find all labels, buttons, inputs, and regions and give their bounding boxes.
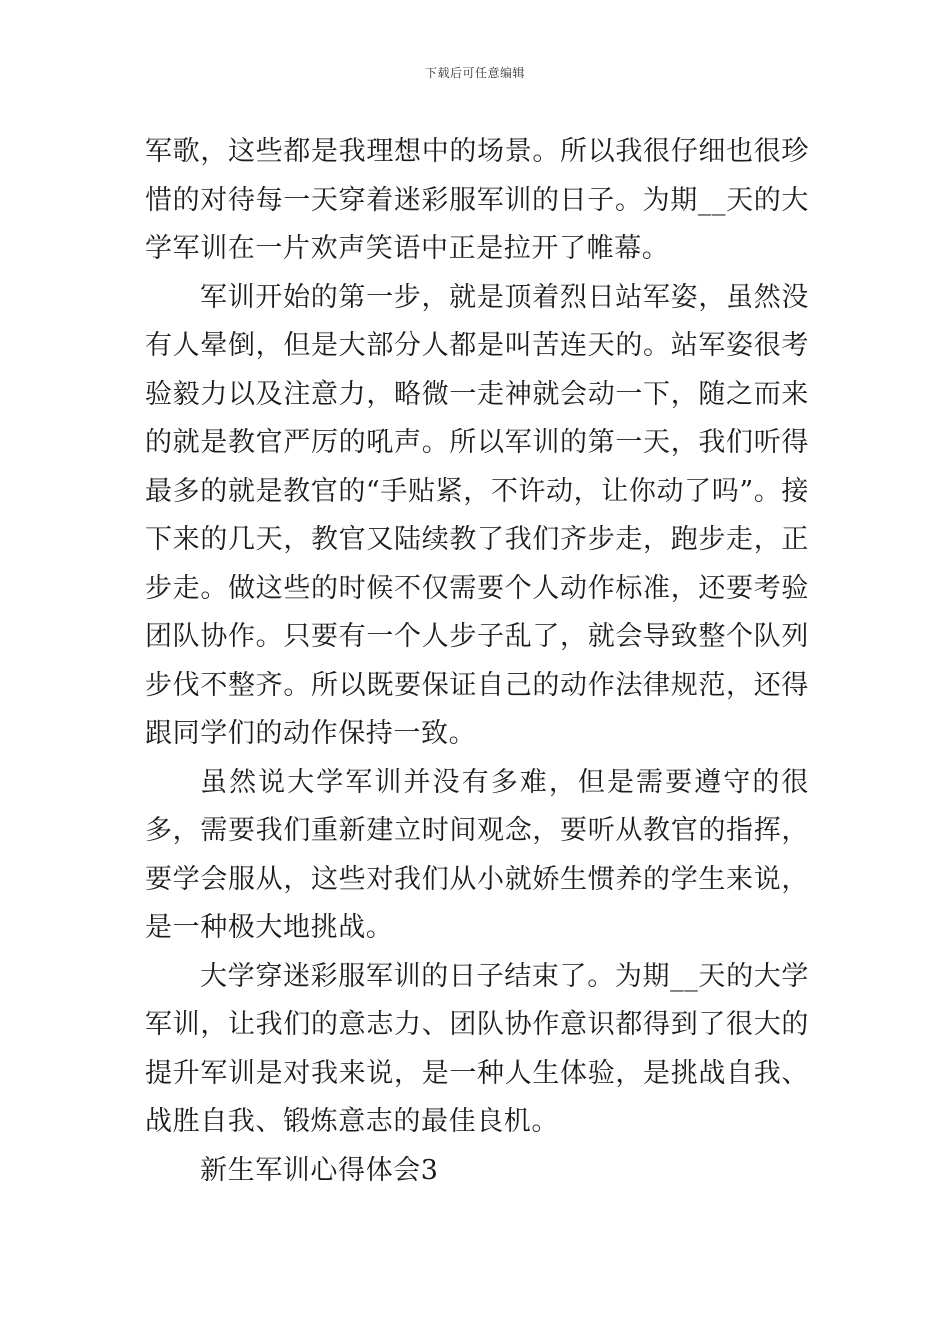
page-header: 下载后可任意编辑 — [424, 66, 525, 80]
paragraph-3: 虽然说大学军训并没有多难，但是需要遵守的很多，需要我们重新建立时间观念，要听从教官的指挥，要学会服从，这些对我们从小就娇生惯养的学生来说，是一种极大地挑战。 — [145, 766, 809, 943]
paragraph-2: 军训开始的第一步，就是顶着烈日站军姿，虽然没有人晕倒，但是大部分人都是叫苦连天的。站军姿很考验毅力以及注意力，略微一走神就会动一下，随之而来的就是教官严厉的吼声。所以军训的第一天，我们听得最多的就是教官的“手贴紧，不许动，让你动了吗”。接下来的几天，教官又陆续教了我们齐步走，跑步走，正步走。做这些的时候不仅需要个人动作标准，还要考验团队协作。只要有一个人步子乱了，就会导致整个队列步伐不整齐。所以既要保证自己的动作法律规范，还得跟同学们的动作保持一致。 — [145, 281, 809, 749]
document-body — [145, 128, 809, 1195]
paragraph-1: 军歌，这些都是我理想中的场景。所以我很仔细也很珍惜的对待每一天穿着迷彩服军训的日子。为期__天的大学军训在一片欢声笑语中正是拉开了帷幕。 — [145, 136, 809, 264]
section-heading: 新生军训心得体会3 — [200, 1154, 439, 1186]
paragraph-4: 大学穿迷彩服军训的日子结束了。为期__天的大学军训，让我们的意志力、团队协作意识都得到了很大的提升军训是对我来说，是一种人生体验，是挑战自我、战胜自我、锻炼意志的最佳良机。 — [145, 960, 809, 1137]
